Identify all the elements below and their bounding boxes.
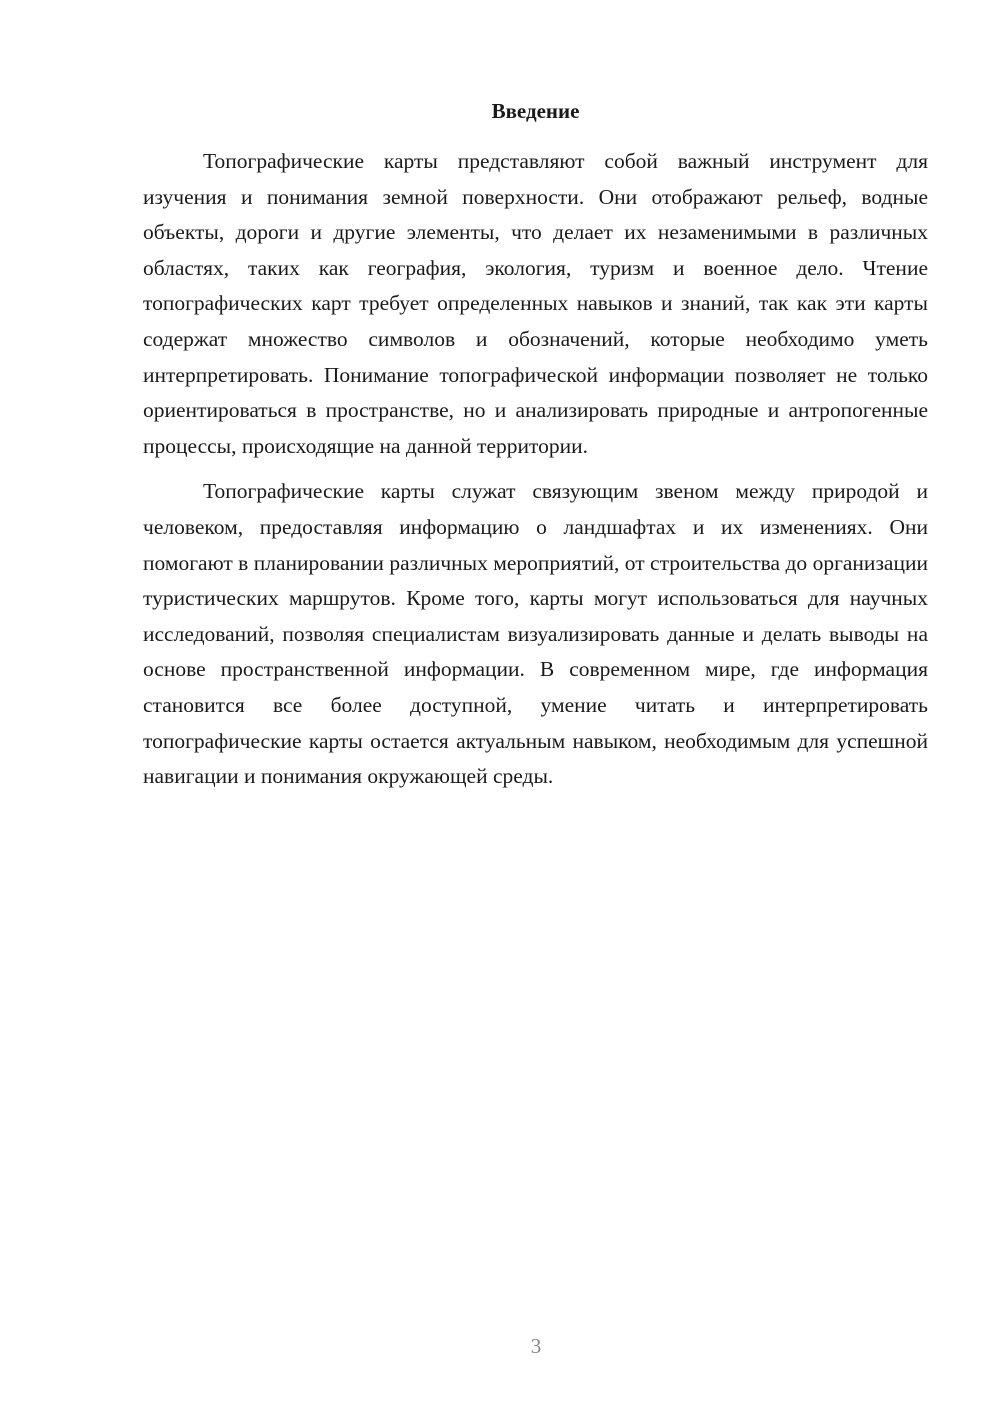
paragraph-1: Топографические карты представляют собой важный инструмент для изучения и понимания земной поверхности. Они отображают рельеф, водные объекты, дороги и другие элементы, что делает их незаменимыми в различных областях, таких как география, экология, туризм и военное дело. Чтение топографических карт требует определенных навыков и знаний, так как эти карты содержат множество символов и обозначений, которые необходимо уметь интерпретировать. Понимание топографической информации позволяет не только ориентироваться в пространстве, но и анализировать природные и антропогенные процессы, происходящие на данной территории. — [143, 149, 928, 458]
section-title: Введение — [491, 99, 580, 123]
page-number: 3 — [530, 1334, 542, 1358]
page-content — [143, 96, 928, 795]
paragraph-2: Топографические карты служат связующим звеном между природой и человеком, предоставляя информацию о ландшафтах и их изменениях. Они помогают в планировании различных мероприятий, от строительства до организации туристических маршрутов. Кроме того, карты могут использоваться для научных исследований, позволяя специалистам визуализировать данные и делать выводы на основе пространственной информации. В современном мире, где информация становится все более доступной, умение читать и интерпретировать топографические карты остается актуальным навыком, необходимым для успешной навигации и понимания окружающей среды. — [143, 479, 928, 789]
